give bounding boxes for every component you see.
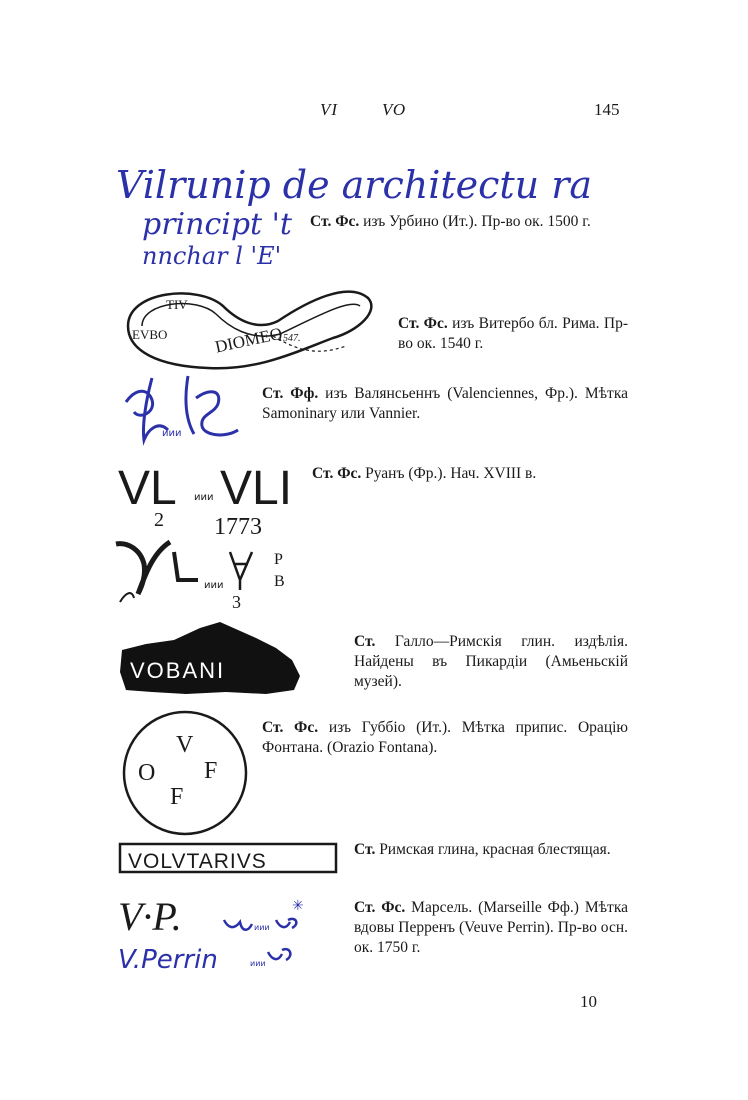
entry-perrin-text: Марсель. (Marseille Фф.) Мѣтка вдовы Перренъ (Veuve Perrin). Пр-во осн. ок. 1750 г.: [354, 899, 628, 956]
gubbio-f1: F: [204, 758, 218, 784]
entry-rouen: [312, 464, 628, 484]
entry-gubbio-text: изъ Губбіо (Ит.). Мѣтка припис. Орацію Фонтана. (Orazio Fontana).: [262, 719, 628, 756]
mark-urbino-line3: nnchar l 'E': [142, 242, 282, 270]
ribbon-diomeo: DIOMEO: [213, 323, 284, 357]
entry-volutarius-abbr: Ст.: [354, 841, 376, 858]
entry-urbino-text: изъ Урбино (Ит.). Пр-во ок. 1500 г.: [363, 213, 591, 230]
perrin-vp: V·P.: [118, 894, 182, 939]
perrin-name: V.Perrin: [118, 945, 218, 975]
gubbio-f2: F: [170, 784, 184, 810]
entry-rouen-abbr: Ст. Фс.: [312, 465, 362, 482]
entry-gubbio-abbr: Ст. Фс.: [262, 719, 319, 736]
stamp-vobani-text: VOBANI: [130, 658, 226, 683]
entry-vobani-abbr: Ст.: [354, 633, 376, 650]
entry-valenciennes-abbr: Ст. Фф.: [262, 385, 319, 402]
ribbon-tiv: TIV: [166, 297, 188, 312]
mark-urbino-line2: principt 't: [142, 207, 292, 242]
entry-perrin-abbr: Ст. Фс.: [354, 899, 406, 916]
mark-rouen-2: 2: [154, 509, 164, 531]
ribbon-year: 1547.: [278, 333, 301, 344]
mark-urbino: [112, 140, 593, 270]
mark-rouen: [112, 452, 300, 612]
mark-urbino-line1: Vilrunip de architectu ra: [116, 163, 593, 207]
entry-gubbio: [262, 718, 628, 758]
mark-rouen-3: 3: [232, 592, 241, 612]
page-number: 145: [594, 100, 620, 119]
mark-rouen-u1: иии: [194, 492, 214, 503]
ribbon-evbo: EVBO: [132, 327, 168, 342]
entry-rouen-text: Руанъ (Фр.). Нач. XVIII в.: [365, 465, 537, 482]
entry-volutarius-text: Римская глина, красная блестящая.: [379, 841, 611, 858]
entry-perrin: [354, 898, 628, 958]
mark-rouen-p: P: [274, 551, 283, 568]
mark-rouen-1773: 1773: [214, 514, 262, 540]
mark-valenciennes-glyph: иии: [162, 428, 182, 439]
entry-volutarius: [354, 840, 628, 860]
entry-viterbo: [398, 314, 628, 354]
entry-vobani: [354, 632, 628, 692]
entry-vobani-text: Галло—Римскія глин. издѣлія. Найдены въ Пикардіи (Амьеньскій музей).: [354, 633, 628, 690]
mark-gubbio-circle: [120, 708, 250, 838]
entry-viterbo-text: изъ Витербо бл. Рима. Пр-во ок. 1540 г.: [398, 315, 629, 352]
svg-text:✳: ✳: [292, 898, 304, 914]
running-head-vi: VI: [320, 100, 339, 119]
mark-rouen-vl: VL: [118, 462, 177, 515]
mark-volutarius-box: [118, 842, 340, 876]
mark-vobani-stamp: [116, 620, 302, 696]
signature-number: 10: [580, 992, 597, 1011]
mark-valenciennes: [118, 370, 244, 450]
entry-viterbo-abbr: Ст. Фс.: [398, 315, 448, 332]
perrin-u2: иии: [250, 959, 266, 968]
entry-urbino: [310, 212, 628, 232]
mark-perrin: [116, 886, 306, 976]
mark-rouen-vli: VLI: [220, 462, 293, 515]
mark-rouen-b: B: [274, 573, 285, 590]
volutarius-text: VOLVTARIVS: [128, 850, 267, 873]
entry-urbino-abbr: Ст. Фс.: [310, 213, 360, 230]
gubbio-o: O: [138, 760, 156, 786]
mark-rouen-u2: иии: [204, 580, 224, 591]
mark-viterbo-ribbon: [118, 276, 380, 378]
perrin-u1: иии: [254, 923, 270, 932]
entry-valenciennes: [262, 384, 628, 424]
gubbio-v: V: [176, 732, 194, 758]
entry-valenciennes-text: изъ Валянсьеннъ (Valenciennes, Фр.). Мѣтка Samoninary или Vannier.: [262, 385, 628, 422]
running-head-vo: VO: [382, 100, 407, 119]
